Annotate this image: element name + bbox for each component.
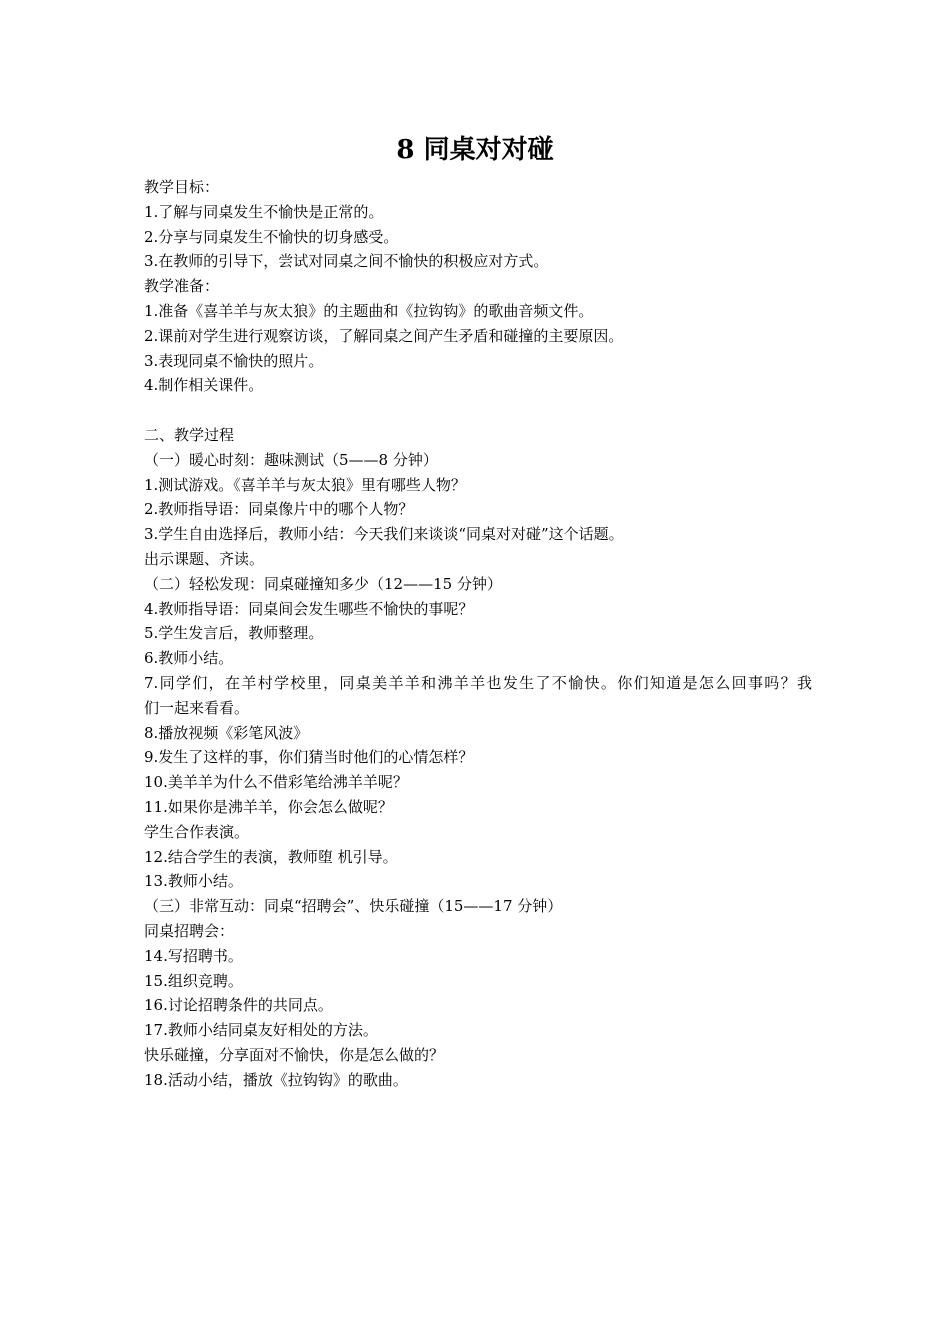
text-line: 快乐碰撞，分享面对不愉快，你是怎么做的？ (144, 1045, 445, 1064)
document-body (144, 175, 812, 1092)
text-line: 3.在教师的引导下，尝试对同桌之间不愉快的积极应对方式。 (144, 252, 549, 271)
text-line: （三）非常互动：同桌“招聘会”、快乐碰撞（15——17 分钟） (144, 897, 563, 916)
text-line: 同桌招聘会： (144, 921, 235, 940)
text-line: 15.组织竞聘。 (144, 971, 243, 990)
text-line: 7.同学们，在羊村学校里，同桌美羊羊和沸羊羊也发生了不愉快。你们知道是怎么回事吗？我 (144, 673, 812, 692)
text-line: 11.如果你是沸羊羊，你会怎么做呢？ (144, 797, 393, 816)
text-line: 16.讨论招聘条件的共同点。 (144, 996, 333, 1015)
text-line: 17.教师小结同桌友好相处的方法。 (144, 1021, 378, 1040)
text-line: 4.制作相关课件。 (144, 376, 264, 395)
text-line: 1.了解与同桌发生不愉快是正常的。 (144, 202, 384, 221)
text-line: （二）轻松发现：同桌碰撞知多少（12——15 分钟） (144, 574, 502, 593)
text-line: 3.表现同桌不愉快的照片。 (144, 351, 324, 370)
text-line: 1.准备《喜羊羊与灰太狼》的主题曲和《拉钩钩》的歌曲音频文件。 (144, 301, 594, 320)
text-line: 12.结合学生的表演，教师堕 机引导。 (144, 847, 398, 866)
text-line: 1.测试游戏。《喜羊羊与灰太狼》里有哪些人物？ (144, 475, 466, 494)
page-title: 8 同桌对对碰 (396, 135, 554, 165)
text-line: 2.分享与同桌发生不愉快的切身感受。 (144, 227, 399, 246)
text-line: 教学目标： (144, 178, 220, 196)
text-line: （一）暖心时刻：趣味测试（5——8 分钟） (144, 450, 438, 469)
text-line: 10.美羊羊为什么不借彩笔给沸羊羊呢？ (144, 773, 408, 792)
text-line: 二、教学过程 (144, 425, 235, 444)
text-line: 5.学生发言后，教师整理。 (144, 624, 324, 643)
text-line: 9.发生了这样的事，你们猜当时他们的心情怎样？ (144, 748, 474, 767)
text-line: 6.教师小结。 (144, 649, 234, 668)
text-line: 3.学生自由选择后，教师小结：今天我们来谈谈“同桌对对碰”这个话题。 (144, 525, 624, 544)
text-line: 2.教师指导语：同桌像片中的哪个人物？ (144, 500, 414, 519)
text-line: 8.播放视频《彩笔风波》 (144, 723, 309, 742)
text-line: 13.教师小结。 (144, 872, 243, 891)
text-line: 学生合作表演。 (144, 822, 250, 841)
text-line: 4.教师指导语：同桌间会发生哪些不愉快的事呢？ (144, 599, 474, 618)
text-line: 14.写招聘书。 (144, 946, 243, 965)
blank-line (144, 398, 812, 423)
text-line: 教学准备： (144, 277, 220, 296)
text-line: 18.活动小结，播放《拉钩钩》的歌曲。 (144, 1070, 408, 1089)
text-line: 们一起来看看。 (144, 698, 250, 717)
text-line: 出示课题、齐读。 (144, 549, 265, 568)
text-line: 2.课前对学生进行观察访谈，了解同桌之间产生矛盾和碰撞的主要原因。 (144, 326, 624, 345)
